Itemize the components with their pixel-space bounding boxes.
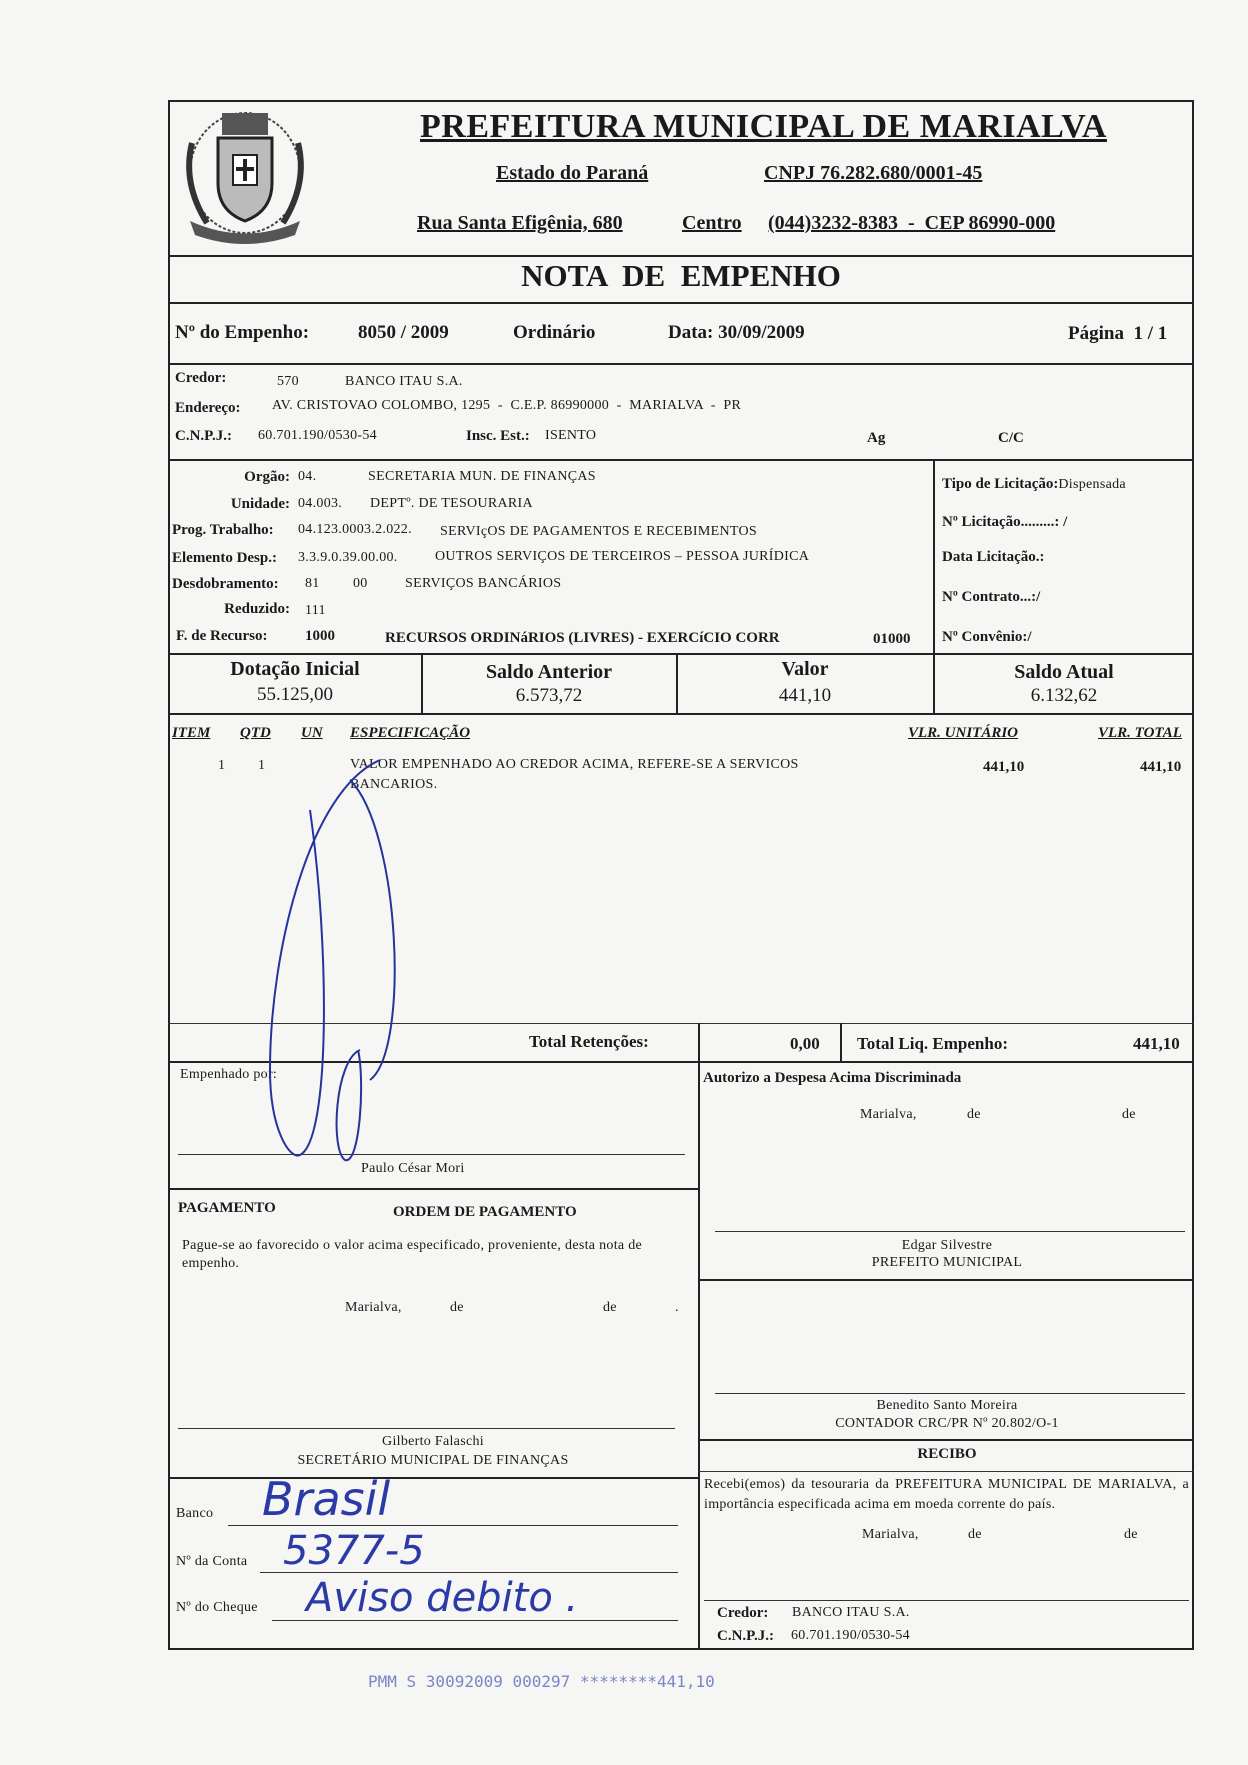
col-vlr-total: VLR. TOTAL	[1098, 725, 1182, 741]
col-un: UN	[301, 725, 323, 741]
conta-handwritten: 5377-5	[283, 1528, 425, 1574]
autorizo-de1: de	[967, 1107, 981, 1122]
doc-title: NOTA DE EMPENHO	[521, 258, 841, 293]
credor-address: AV. CRISTOVAO COLOMBO, 1295 - C.E.P. 86990000 - MARIALVA - PR	[272, 398, 742, 413]
empenhado-label: Empenhado por:	[180, 1067, 278, 1082]
prefeito-name: Edgar Silvestre	[901, 1238, 993, 1253]
prefeito-role: PREFEITO MUNICIPAL	[871, 1255, 1023, 1270]
num-convenio: Nº Convênio:/	[942, 629, 1032, 645]
header-address: Rua Santa Efigênia, 680	[417, 212, 623, 234]
header-title: PREFEITURA MUNICIPAL DE MARIALVA	[420, 108, 1107, 145]
recibo-credor: BANCO ITAU S.A.	[792, 1605, 910, 1620]
fonte-code: 1000	[305, 628, 335, 644]
reduzido-value: 111	[305, 603, 326, 618]
autorizo-title: Autorizo a Despesa Acima Discriminada	[703, 1070, 962, 1086]
pagamento-place: Marialva,	[345, 1300, 402, 1315]
recibo-title: RECIBO	[917, 1446, 977, 1462]
orgao-code: 04.	[298, 469, 317, 484]
desdobramento-name: SERVIÇOS BANCÁRIOS	[405, 576, 562, 591]
saldo-atual-label: Saldo Atual	[1014, 661, 1114, 683]
unidade-name: DEPTº. DE TESOURARIA	[370, 496, 533, 511]
row-esp-line1: VALOR EMPENHADO AO CREDOR ACIMA, REFERE-SE A SERVICOS	[350, 757, 799, 772]
empenho-number: 8050 / 2009	[358, 322, 449, 343]
credor-label: Credor:	[175, 370, 227, 386]
valor-label: Valor	[781, 658, 829, 680]
cc-label: C/C	[998, 430, 1024, 446]
endereco-label: Endereço:	[175, 400, 241, 416]
row-esp-line2: BANCARIOS.	[350, 777, 438, 792]
header-state: Estado do Paraná	[496, 162, 649, 184]
prog-label: Prog. Trabalho:	[172, 522, 274, 538]
col-vlr-unitario: VLR. UNITÁRIO	[908, 725, 1019, 741]
pagamento-de1: de	[450, 1300, 464, 1315]
pagamento-title: PAGAMENTO	[178, 1200, 276, 1216]
conta-label: Nº da Conta	[176, 1554, 248, 1569]
empenho-date: Data: 30/09/2009	[668, 322, 805, 343]
empenho-label: Nº do Empenho:	[175, 322, 310, 343]
header-phone-cep: (044)3232-8383 - CEP 86990-000	[768, 212, 1056, 234]
col-especificacao: ESPECIFICAÇÃO	[350, 725, 471, 741]
bank-stamp: PMM S 30092009 000297 ********441,10	[368, 1672, 715, 1691]
row-total: 441,10	[1140, 759, 1182, 775]
reduzido-label: Reduzido:	[224, 601, 290, 617]
contador-role: CONTADOR CRC/PR Nº 20.802/O-1	[835, 1416, 1059, 1431]
dotacao-value: 55.125,00	[257, 684, 333, 705]
num-licitacao: Nº Licitação.........: /	[942, 514, 1068, 530]
recibo-text: Recebi(emos) da tesouraria da PREFEITURA MUNICIPAL DE MARIALVA, a importância especificada acima em moeda corrente do país.	[704, 1477, 1189, 1512]
recibo-de2: de	[1124, 1527, 1138, 1542]
page-number: Página 1 / 1	[1068, 323, 1168, 344]
contador-name: Benedito Santo Moreira	[876, 1398, 1018, 1413]
total-retencoes-label: Total Retenções:	[529, 1032, 649, 1051]
unidade-code: 04.003.	[298, 496, 343, 511]
pagamento-de2: de	[603, 1300, 617, 1315]
recibo-cnpj-label: C.N.P.J.:	[717, 1628, 774, 1644]
row-unit: 441,10	[983, 759, 1025, 775]
prog-code: 04.123.0003.2.022.	[298, 522, 412, 537]
fonte-name: RECURSOS ORDINáRIOS (LIVRES) - EXERCíCIO CORR	[385, 630, 780, 646]
saldo-anterior-value: 6.573,72	[515, 685, 583, 706]
saldo-atual-value: 6.132,62	[1030, 685, 1098, 706]
credor-cnpj-label: C.N.P.J.:	[175, 428, 232, 444]
credor-name: BANCO ITAU S.A.	[345, 374, 463, 389]
elemento-name: OUTROS SERVIÇOS DE TERCEIROS – PESSOA JURÍDICA	[435, 549, 810, 564]
desdobramento-code2: 00	[353, 576, 368, 591]
fonte-code2: 01000	[873, 631, 911, 647]
banco-handwritten: Brasil	[262, 1472, 391, 1526]
col-qtd: QTD	[240, 725, 271, 741]
num-contrato: Nº Contrato...:/	[942, 589, 1041, 605]
saldo-anterior-label: Saldo Anterior	[485, 661, 613, 683]
empenhado-name: Paulo César Mori	[361, 1161, 465, 1176]
total-liq-label: Total Liq. Empenho:	[857, 1034, 1008, 1053]
header-cnpj: CNPJ 76.282.680/0001-45	[764, 162, 983, 184]
fonte-label: F. de Recurso:	[176, 628, 268, 644]
credor-cnpj: 60.701.190/0530-54	[258, 428, 377, 443]
prog-name: SERVIçOS DE PAGAMENTOS E RECEBIMENTOS	[440, 524, 757, 539]
cheque-label: Nº do Cheque	[176, 1600, 258, 1615]
autorizo-place: Marialva,	[860, 1107, 917, 1122]
elemento-label: Elemento Desp.:	[172, 550, 277, 566]
cheque-handwritten: Aviso debito .	[306, 1575, 579, 1621]
row-item: 1	[218, 758, 226, 773]
col-item: ITEM	[172, 725, 211, 741]
recibo-place: Marialva,	[862, 1527, 919, 1542]
orgao-label: Orgão:	[244, 469, 290, 485]
autorizo-de2: de	[1122, 1107, 1136, 1122]
data-licitacao: Data Licitação.:	[942, 549, 1045, 565]
elemento-code: 3.3.9.0.39.00.00.	[298, 550, 398, 565]
valor-value: 441,10	[778, 685, 832, 706]
ie-label: Insc. Est.:	[466, 428, 530, 444]
row-qtd: 1	[258, 758, 266, 773]
pagamento-role: SECRETÁRIO MUNICIPAL DE FINANÇAS	[297, 1453, 569, 1468]
dotacao-label: Dotação Inicial	[230, 658, 360, 680]
pagamento-dot: .	[675, 1300, 679, 1315]
tipo-licitacao: Tipo de Licitação:Dispensada	[942, 476, 1126, 492]
pagamento-text: Pague-se ao favorecido o valor acima especificado, proveniente, desta nota de empenho.	[182, 1238, 643, 1271]
pagamento-signer: Gilberto Falaschi	[382, 1434, 484, 1449]
banco-label: Banco	[176, 1506, 214, 1521]
recibo-credor-label: Credor:	[717, 1605, 769, 1621]
desdobramento-label: Desdobramento:	[172, 576, 279, 592]
total-liq-value: 441,10	[1133, 1034, 1180, 1053]
ag-label: Ag	[867, 430, 886, 446]
header-district: Centro	[682, 212, 742, 234]
desdobramento-code1: 81	[305, 576, 320, 591]
credor-code: 570	[277, 374, 299, 389]
ie-value: ISENTO	[545, 428, 597, 443]
orgao-name: SECRETARIA MUN. DE FINANÇAS	[368, 469, 596, 484]
empenho-type: Ordinário	[513, 322, 596, 343]
recibo-de1: de	[968, 1527, 982, 1542]
recibo-cnpj: 60.701.190/0530-54	[791, 1628, 910, 1643]
signature-scribble	[250, 750, 450, 1170]
coat-of-arms-icon	[170, 103, 320, 253]
unidade-label: Unidade:	[230, 496, 290, 512]
total-retencoes-value: 0,00	[790, 1034, 820, 1053]
ordem-pagamento-title: ORDEM DE PAGAMENTO	[393, 1204, 577, 1220]
